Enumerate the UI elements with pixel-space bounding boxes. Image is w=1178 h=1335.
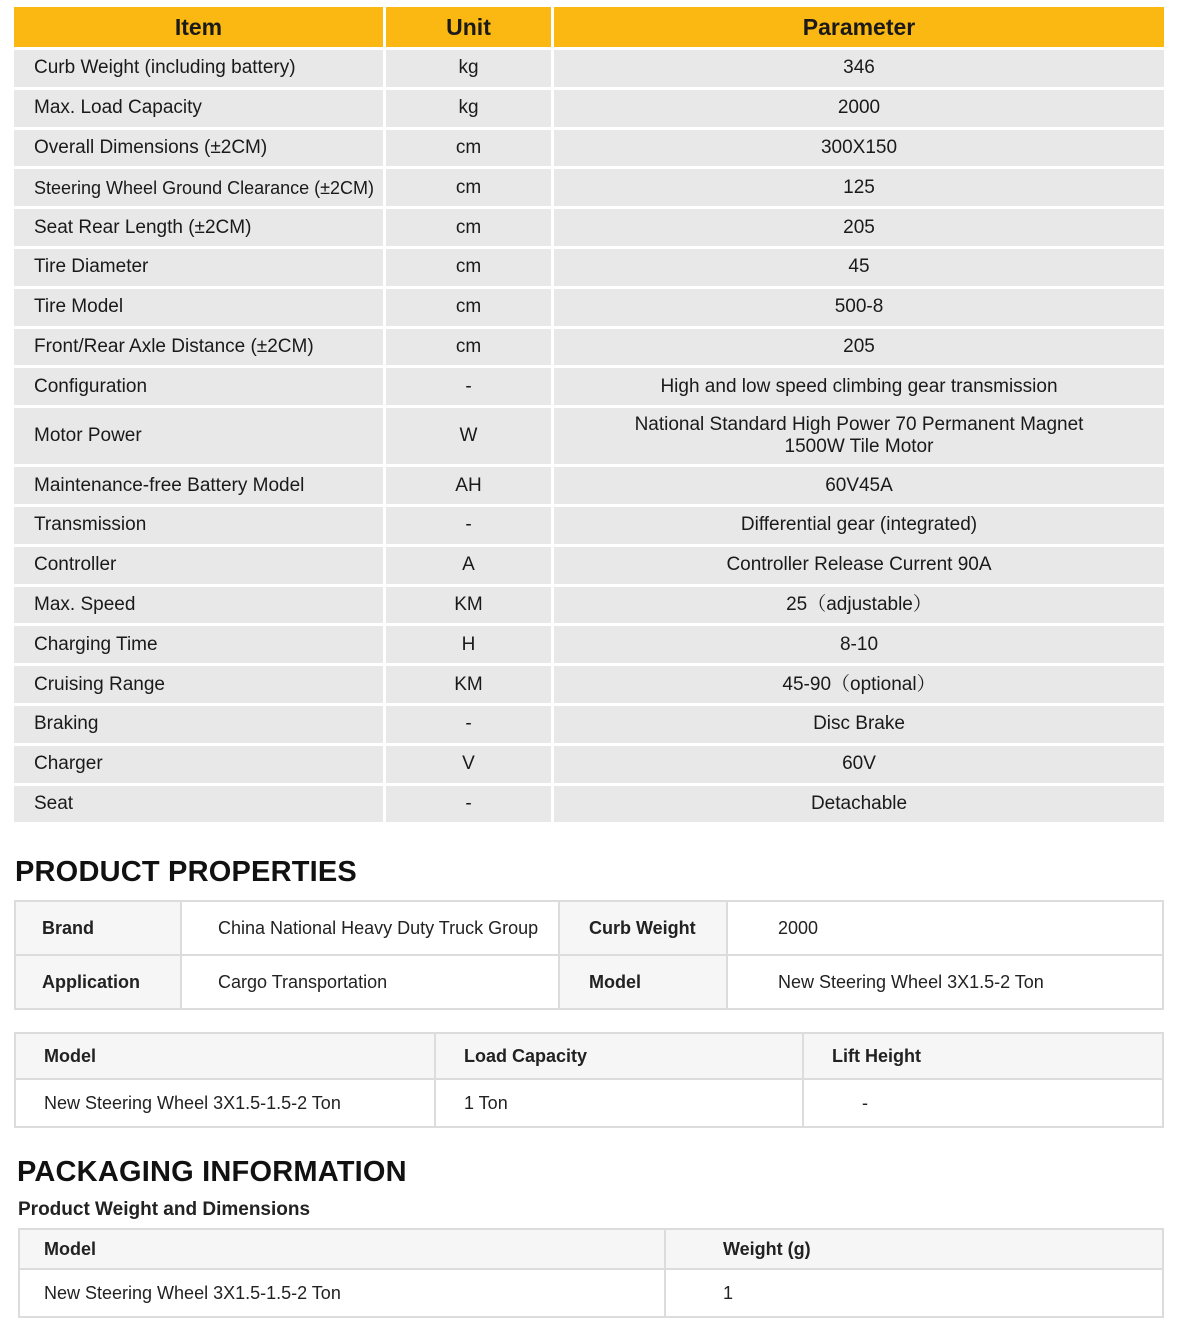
table-row <box>19 1269 1163 1317</box>
spec-row <box>14 50 1164 90</box>
lift-height-header: Lift Height <box>803 1033 1163 1079</box>
spec-row <box>14 547 1164 587</box>
spec-unit: KM <box>386 587 554 627</box>
spec-parameter-line1: National Standard High Power 70 Permanent Magnet <box>634 414 1084 436</box>
spec-item: Steering Wheel Ground Clearance (±2CM) <box>14 169 386 209</box>
spec-parameter-line2: 1500W Tile Motor <box>784 436 934 458</box>
spec-item: Configuration <box>14 368 386 408</box>
header-parameter: Parameter <box>554 7 1164 50</box>
packaging-weight-cell: 1 <box>665 1269 1163 1317</box>
spec-row <box>14 786 1164 826</box>
spec-parameter: 205 <box>554 329 1164 369</box>
header-unit: Unit <box>386 7 554 50</box>
spec-parameter: Differential gear (integrated) <box>554 507 1164 547</box>
spec-parameter: 8-10 <box>554 626 1164 666</box>
spec-unit: cm <box>386 130 554 170</box>
spec-row <box>14 507 1164 547</box>
spec-item: Seat <box>14 786 386 826</box>
spec-parameter: 205 <box>554 209 1164 249</box>
spec-parameter: 60V <box>554 746 1164 786</box>
spec-row <box>14 169 1164 209</box>
spec-row <box>14 706 1164 746</box>
spec-parameter: Disc Brake <box>554 706 1164 746</box>
spec-unit: - <box>386 368 554 408</box>
spec-unit: cm <box>386 329 554 369</box>
specification-table <box>14 7 1164 825</box>
model-label: Model <box>559 955 727 1009</box>
spec-parameter: High and low speed climbing gear transmission <box>554 368 1164 408</box>
spec-parameter: 45 <box>554 249 1164 289</box>
spec-row <box>14 368 1164 408</box>
spec-item: Braking <box>14 706 386 746</box>
spec-unit: cm <box>386 209 554 249</box>
spec-item: Charging Time <box>14 626 386 666</box>
spec-item: Max. Load Capacity <box>14 90 386 130</box>
packaging-weight-header: Weight (g) <box>665 1229 1163 1269</box>
spec-item: Overall Dimensions (±2CM) <box>14 130 386 170</box>
application-label: Application <box>15 955 181 1009</box>
spec-table-header <box>14 7 1164 50</box>
spec-item: Max. Speed <box>14 587 386 627</box>
spec-unit: cm <box>386 249 554 289</box>
product-properties-title: PRODUCT PROPERTIES <box>15 856 357 888</box>
spec-parameter: 60V45A <box>554 467 1164 507</box>
brand-value: China National Heavy Duty Truck Group <box>181 901 559 955</box>
spec-parameter: 500-8 <box>554 289 1164 329</box>
product-properties-table <box>14 900 1164 1010</box>
packaging-title: PACKAGING INFORMATION <box>17 1156 407 1188</box>
spec-row <box>14 329 1164 369</box>
packaging-subtitle: Product Weight and Dimensions <box>18 1199 311 1220</box>
spec-row <box>14 130 1164 170</box>
packaging-table-header <box>19 1229 1163 1269</box>
spec-unit: kg <box>386 90 554 130</box>
spec-parameter: 125 <box>554 169 1164 209</box>
packaging-model-cell: New Steering Wheel 3X1.5-1.5-2 Ton <box>19 1269 665 1317</box>
model-value: New Steering Wheel 3X1.5-2 Ton <box>727 955 1163 1009</box>
model-cell: New Steering Wheel 3X1.5-1.5-2 Ton <box>15 1079 435 1127</box>
spec-parameter: Controller Release Current 90A <box>554 547 1164 587</box>
spec-row <box>14 209 1164 249</box>
spec-row <box>14 746 1164 786</box>
spec-table-body <box>14 50 1164 825</box>
spec-parameter: 45-90（optional） <box>554 666 1164 706</box>
properties-row <box>15 901 1163 955</box>
spec-parameter: 300X150 <box>554 130 1164 170</box>
curb-weight-value: 2000 <box>727 901 1163 955</box>
spec-unit: - <box>386 786 554 826</box>
spec-unit: KM <box>386 666 554 706</box>
load-capacity-cell: 1 Ton <box>435 1079 803 1127</box>
spec-row <box>14 626 1164 666</box>
spec-parameter: 346 <box>554 50 1164 90</box>
spec-row <box>14 90 1164 130</box>
spec-item: Seat Rear Length (±2CM) <box>14 209 386 249</box>
spec-item: Maintenance-free Battery Model <box>14 467 386 507</box>
curb-weight-label: Curb Weight <box>559 901 727 955</box>
spec-item: Controller <box>14 547 386 587</box>
spec-unit: kg <box>386 50 554 90</box>
header-item: Item <box>14 7 386 50</box>
spec-unit: W <box>386 408 554 467</box>
spec-header-row <box>14 7 1164 50</box>
spec-item: Tire Model <box>14 289 386 329</box>
spec-unit: AH <box>386 467 554 507</box>
spec-row <box>14 289 1164 329</box>
lift-height-cell: - <box>803 1079 1163 1127</box>
spec-item: Cruising Range <box>14 666 386 706</box>
spec-item: Tire Diameter <box>14 249 386 289</box>
spec-item: Curb Weight (including battery) <box>14 50 386 90</box>
spec-parameter: Detachable <box>554 786 1164 826</box>
spec-unit: - <box>386 706 554 746</box>
load-capacity-header: Load Capacity <box>435 1033 803 1079</box>
table-row <box>15 1079 1163 1127</box>
spec-unit: cm <box>386 289 554 329</box>
spec-parameter <box>554 408 1164 467</box>
properties-row <box>15 955 1163 1009</box>
model-table <box>14 1032 1164 1128</box>
spec-parameter: 25（adjustable） <box>554 587 1164 627</box>
spec-unit: V <box>386 746 554 786</box>
spec-unit: - <box>386 507 554 547</box>
spec-unit: cm <box>386 169 554 209</box>
spec-item: Charger <box>14 746 386 786</box>
brand-label: Brand <box>15 901 181 955</box>
spec-unit: A <box>386 547 554 587</box>
model-header: Model <box>15 1033 435 1079</box>
spec-item: Motor Power <box>14 408 386 467</box>
packaging-table <box>18 1228 1164 1318</box>
spec-item: Front/Rear Axle Distance (±2CM) <box>14 329 386 369</box>
spec-row <box>14 408 1164 467</box>
spec-row <box>14 249 1164 289</box>
spec-parameter: 2000 <box>554 90 1164 130</box>
model-table-header <box>15 1033 1163 1079</box>
spec-row <box>14 467 1164 507</box>
packaging-model-header: Model <box>19 1229 665 1269</box>
spec-item: Transmission <box>14 507 386 547</box>
spec-row <box>14 587 1164 627</box>
application-value: Cargo Transportation <box>181 955 559 1009</box>
spec-unit: H <box>386 626 554 666</box>
spec-row <box>14 666 1164 706</box>
